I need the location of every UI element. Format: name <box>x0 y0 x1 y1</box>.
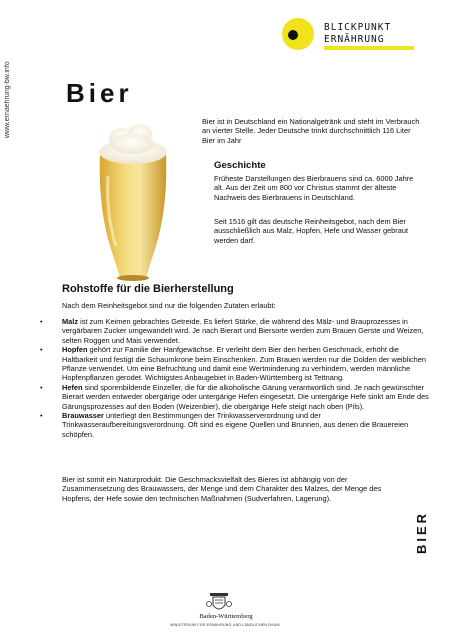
rohstoffe-heading: Rohstoffe für die Bierherstellung <box>62 283 234 295</box>
logo-line2: ERNÄHRUNG <box>324 34 385 45</box>
desc-malz: ist zum Keimen gebrachtes Getreide. Es liefert Stärke, die während des Mälz- und Brauprozesses in vergärbaren Zucker umgewandelt wird. Je nach Bierart und Biersorte werden zum Brauen Gerste und Weizen, selten Roggen und Mais verwendet. <box>62 317 424 345</box>
term-brauwasser: Brauwasser <box>62 411 104 421</box>
bullet-icon: • <box>40 382 43 392</box>
list-item-brauwasser <box>40 411 432 439</box>
geschichte-paragraph-1: Früheste Darstellungen des Bierbrauens sind ca. 6000 Jahre alt. Aus der Zeit um 800 vor Christus stammt der älteste Nachweis des Bierbrauens in Deutschland. <box>214 174 414 202</box>
term-malz: Malz <box>62 317 79 326</box>
intro-text: Bier ist in Deutschland ein Nationalgetränk und steht im Verbrauch an vierter Stelle. Jeder Deutsche trinkt durchschnittlich 116 Liter Bier im Jahr <box>202 117 420 145</box>
closing-paragraph: Bier ist somit ein Naturprodukt. Die Geschmacksvielfalt des Bieres ist abhängig von der Zusammensetzung des Brauwassers, der Menge und dem Charakter des Malzes, der Menge des Hopfens, der Hefe sowie den technischen Maßnahmen (Sudverfahren, Lagerung). <box>62 475 382 503</box>
beer-glass-image <box>72 116 188 284</box>
desc-brauwasser: unterliegt den Bestimmungen der Trinkwasserverordnung und der Trinkwasseraufbereitungsverordnung. Oft sind es eigene Quellen und Brunnen, aus denen die Brauereien schöpfen. <box>62 411 409 439</box>
logo-underline <box>324 46 414 50</box>
bullet-icon: • <box>40 317 43 326</box>
logo-dot <box>288 30 298 40</box>
state-name: Baden-Württemberg <box>199 613 253 620</box>
website-url: www.ernaehrung-bw.info <box>4 61 11 138</box>
geschichte-paragraph-2: Seit 1516 gilt das deutsche Reinheitsgebot, nach dem Bier ausschließlich aus Malz, Hopfen, Hefe und Wasser gebraut werden darf. <box>214 217 409 245</box>
term-hopfen: Hopfen <box>62 345 88 355</box>
bullet-icon: • <box>40 345 43 355</box>
list-item-hefen <box>40 383 432 411</box>
coat-of-arms-icon <box>206 592 232 614</box>
side-title: BIER <box>414 510 429 554</box>
logo-circle <box>282 18 314 50</box>
list-item-malz <box>40 317 432 345</box>
logo-line1: BLICKPUNKT <box>324 22 392 33</box>
term-hefen: Hefen <box>62 382 83 392</box>
geschichte-heading: Geschichte <box>214 160 266 171</box>
desc-hopfen: gehört zur Familie der Hanfgewächse. Er verleiht dem Bier den herben Geschmack, erhöht die Haltbarkeit und festigt die Schaumkrone beim Einschenken. Zum Brauen werden nur die Dolden der weiblichen Pflanze verwendet. Um eine Befruchtung und damit eine Wertminderung zu verhindern, werden männliche Hopfenpflanzen gerodet. Wichtigstes Anbaugebiet in Baden-Württemberg ist Tettnang. <box>62 345 426 383</box>
desc-hefen: sind sporenbildende Einzeller, die für die alkoholische Gärung verantwortlich sind. Je nach gewünschter Bierart werden entweder obergärige oder untergärige Hefen eingesetzt. Die untergärige Hefe sinkt am Ende des Gärungsprozesses auf den Boden (Weizenbier), die obergärige Hefe steigt nach oben (Pils). <box>62 382 429 411</box>
page-title: Bier <box>66 78 133 108</box>
rohstoffe-intro: Nach dem Reinheitsgebot sind nur die folgenden Zutaten erlaubt: <box>62 301 276 310</box>
blickpunkt-ernaehrung-logo <box>282 16 422 60</box>
ministry-name: MINISTERIUM FÜR ERNÄHRUNG UND LÄNDLICHEN RAUM <box>170 623 280 627</box>
bullet-icon: • <box>40 411 43 421</box>
ingredients-list <box>40 317 432 439</box>
list-item-hopfen <box>40 345 432 383</box>
